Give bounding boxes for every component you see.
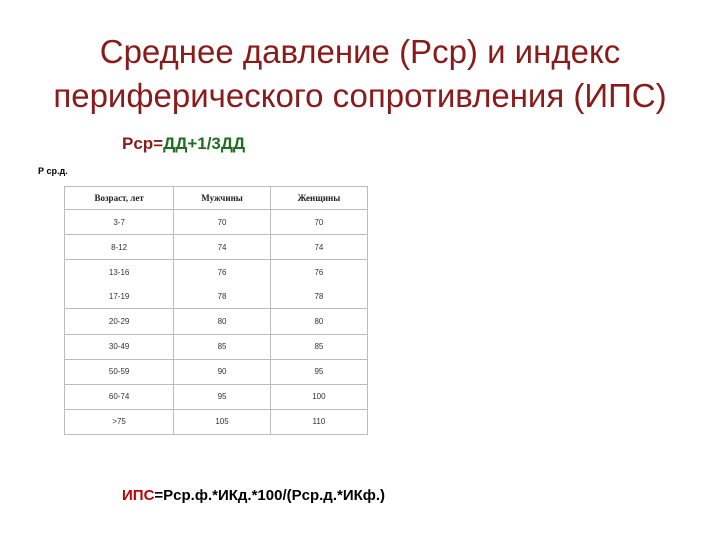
ips-formula bbox=[122, 487, 385, 504]
table-header-row bbox=[65, 187, 367, 210]
cell-age: 3-7 bbox=[65, 210, 174, 235]
table-row bbox=[65, 384, 367, 409]
cell-men: 70 bbox=[174, 210, 271, 235]
table-caption: Р ср.д. bbox=[38, 166, 68, 176]
table-row bbox=[65, 210, 367, 235]
cell-men: 85 bbox=[174, 334, 271, 359]
norms-table bbox=[64, 186, 368, 435]
mean-pressure-formula bbox=[122, 134, 245, 154]
cell-women: 76 bbox=[270, 260, 367, 285]
header-men: Мужчины bbox=[174, 187, 271, 210]
ips-formula-rhs: =Рср.ф.*ИКд.*100/(Рср.д.*ИКф.) bbox=[154, 487, 386, 504]
cell-men: 78 bbox=[174, 284, 271, 309]
table-row bbox=[65, 409, 367, 434]
slide-title-line-1: Среднее давление (Рср) и индекс bbox=[99, 33, 621, 70]
cell-women: 80 bbox=[270, 309, 367, 334]
cell-age: 60-74 bbox=[65, 384, 174, 409]
cell-men: 90 bbox=[174, 359, 271, 384]
cell-women: 100 bbox=[270, 384, 367, 409]
cell-men: 105 bbox=[174, 409, 271, 434]
header-age: Возраст, лет bbox=[65, 187, 174, 210]
table-row bbox=[65, 260, 367, 285]
cell-age: >75 bbox=[65, 409, 174, 434]
cell-women: 95 bbox=[270, 359, 367, 384]
cell-women: 78 bbox=[270, 284, 367, 309]
cell-women: 85 bbox=[270, 334, 367, 359]
cell-age: 13-16 bbox=[65, 260, 174, 285]
ips-formula-lhs: ИПС bbox=[122, 487, 155, 504]
table-row bbox=[65, 235, 367, 260]
slide-title-line-2: периферического сопротивления (ИПС) bbox=[53, 77, 667, 114]
mean-pressure-formula-lhs: Рср= bbox=[122, 134, 164, 153]
cell-age: 50-59 bbox=[65, 359, 174, 384]
header-women: Женщины bbox=[270, 187, 367, 210]
cell-women: 110 bbox=[270, 409, 367, 434]
cell-age: 30-49 bbox=[65, 334, 174, 359]
table-row bbox=[65, 284, 367, 309]
cell-age: 8-12 bbox=[65, 235, 174, 260]
table-row bbox=[65, 334, 367, 359]
cell-men: 74 bbox=[174, 235, 271, 260]
cell-age: 20-29 bbox=[65, 309, 174, 334]
slide-title bbox=[0, 30, 720, 118]
mean-pressure-formula-rhs: ДД+1/3ДД bbox=[163, 134, 246, 153]
table-row bbox=[65, 359, 367, 384]
cell-men: 80 bbox=[174, 309, 271, 334]
cell-age: 17-19 bbox=[108, 291, 130, 301]
cell-men: 95 bbox=[174, 384, 271, 409]
cell-men: 76 bbox=[174, 260, 271, 285]
cell-women: 74 bbox=[270, 235, 367, 260]
cell-women: 70 bbox=[270, 210, 367, 235]
table-row bbox=[65, 309, 367, 334]
